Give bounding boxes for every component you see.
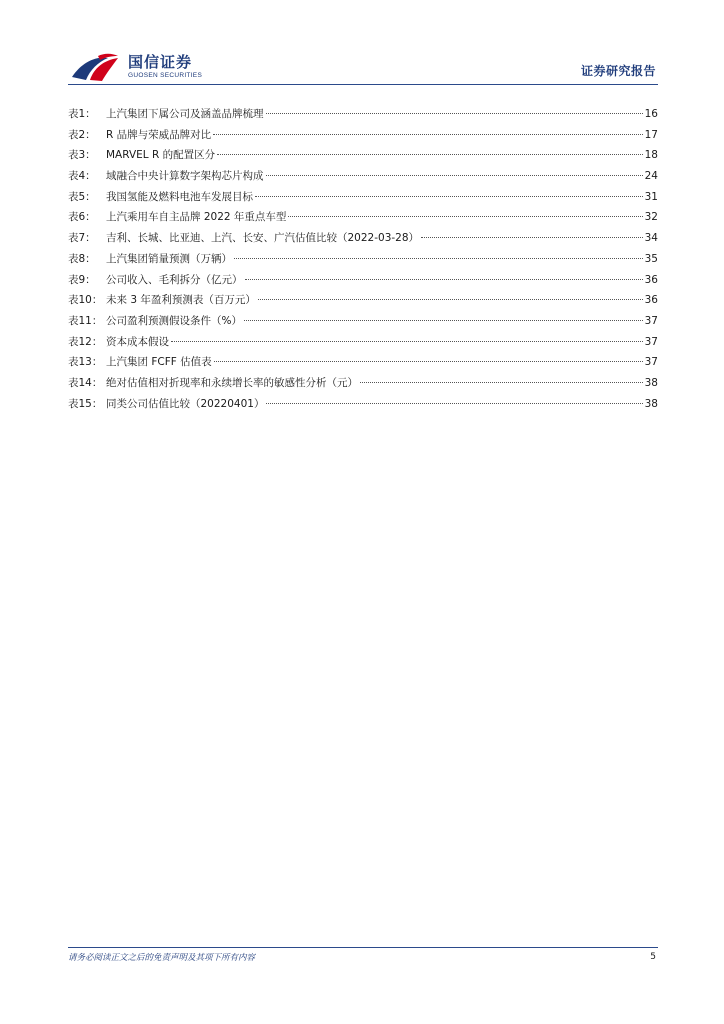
page-number: 5 [650,952,656,962]
toc-entry-title: 上汽集团下属公司及涵盖品牌梳理 [106,108,264,120]
toc-entry-page: 16 [644,108,658,120]
toc-entry[interactable] [68,270,658,291]
toc-entry-title: R 品牌与荣威品牌对比 [106,128,212,141]
toc-entry-number: 表15： [68,397,103,410]
toc-dot-leader [245,279,643,280]
toc-dot-leader [258,299,643,300]
logo-text [128,54,202,80]
toc-entry[interactable] [68,352,658,373]
toc-dot-leader [421,237,643,238]
logo-chinese-name: 国信证券 [128,53,193,71]
toc-entry-page: 32 [644,211,658,224]
toc-entry-page: 36 [644,273,658,286]
toc-entry-number: 表6： [68,211,96,224]
toc-entry[interactable] [68,207,658,228]
toc-entry-title: 公司收入、毛利拆分（亿元） [106,273,243,286]
toc-entry-title: 吉利、长城、比亚迪、上汽、长安、广汽估值比较（2022-03-28） [106,232,420,245]
toc-entry-title: 我国氢能及燃料电池车发展目标 [106,190,253,203]
toc-dot-leader [266,403,642,404]
table-list [68,104,658,414]
toc-entry-page: 37 [644,335,658,348]
toc-entry-number: 表12： [68,335,103,348]
toc-entry[interactable] [68,166,658,187]
toc-entry-number: 表2： [68,128,96,141]
toc-entry-page: 37 [644,356,658,369]
toc-entry[interactable] [68,104,658,125]
toc-entry-page: 34 [644,232,658,245]
toc-dot-leader [213,134,642,135]
header-divider [68,84,658,85]
toc-entry[interactable] [68,332,658,353]
toc-entry-number: 表9： [68,273,96,286]
toc-entry-page: 31 [644,190,658,203]
toc-entry-title: 同类公司估值比较（20220401） [106,397,265,410]
toc-dot-leader [266,113,643,114]
toc-entry-page: 37 [644,314,658,327]
toc-entry-title: 上汽乘用车自主品牌 2022 年重点车型 [106,211,287,224]
toc-entry-title: 资本成本假设 [106,335,169,348]
toc-entry-number: 表11： [68,314,103,327]
toc-dot-leader [360,382,643,383]
toc-entry-number: 表5： [68,190,96,203]
toc-dot-leader [171,341,643,342]
guosen-logo-icon [68,50,124,84]
toc-entry[interactable] [68,187,658,208]
toc-entry-number: 表3： [68,149,96,162]
toc-entry-title: 上汽集团 FCFF 估值表 [106,356,212,369]
toc-dot-leader [214,361,643,362]
toc-entry-title: MARVEL R 的配置区分 [106,149,216,162]
toc-entry-number: 表14： [68,376,103,389]
toc-entry-page: 38 [644,397,658,410]
toc-entry[interactable] [68,228,658,249]
toc-entry[interactable] [68,311,658,332]
toc-entry-number: 表4： [68,170,96,183]
toc-entry[interactable] [68,373,658,394]
toc-dot-leader [234,258,643,259]
toc-entry[interactable] [68,394,658,415]
toc-entry[interactable] [68,290,658,311]
toc-entry-page: 17 [644,128,658,141]
page-header [68,50,658,84]
toc-entry-number: 表10： [68,294,103,307]
guosen-logo [68,50,202,84]
toc-entry[interactable] [68,145,658,166]
toc-entry-title: 公司盈利预测假设条件（%） [106,314,242,327]
toc-entry-number: 表13： [68,356,103,369]
toc-entry-page: 36 [644,294,658,307]
footer-divider [68,947,658,948]
report-type-label: 证券研究报告 [580,64,656,78]
toc-entry-number: 表1： [68,108,96,120]
logo-english-name: GUOSEN SECURITIES [128,72,203,79]
toc-entry-title: 域融合中央计算数字架构芯片构成 [106,170,264,183]
disclaimer-note: 请务必阅读正文之后的免责声明及其项下所有内容 [68,953,256,963]
toc-entry-page: 35 [644,252,658,265]
toc-entry[interactable] [68,125,658,146]
toc-entry-number: 表7： [68,232,96,245]
toc-dot-leader [217,154,643,155]
toc-entry-title: 绝对估值相对折现率和永续增长率的敏感性分析（元） [106,376,358,389]
toc-entry-title: 上汽集团销量预测（万辆） [106,252,232,265]
toc-dot-leader [266,175,643,176]
toc-entry-number: 表8： [68,252,96,265]
toc-dot-leader [288,216,642,217]
toc-entry[interactable] [68,249,658,270]
toc-entry-title: 未来 3 年盈利预测表（百万元） [106,294,256,307]
toc-entry-page: 24 [644,170,658,183]
toc-dot-leader [255,196,643,197]
toc-dot-leader [244,320,643,321]
toc-entry-page: 38 [644,376,658,389]
toc-entry-page: 18 [644,149,658,162]
